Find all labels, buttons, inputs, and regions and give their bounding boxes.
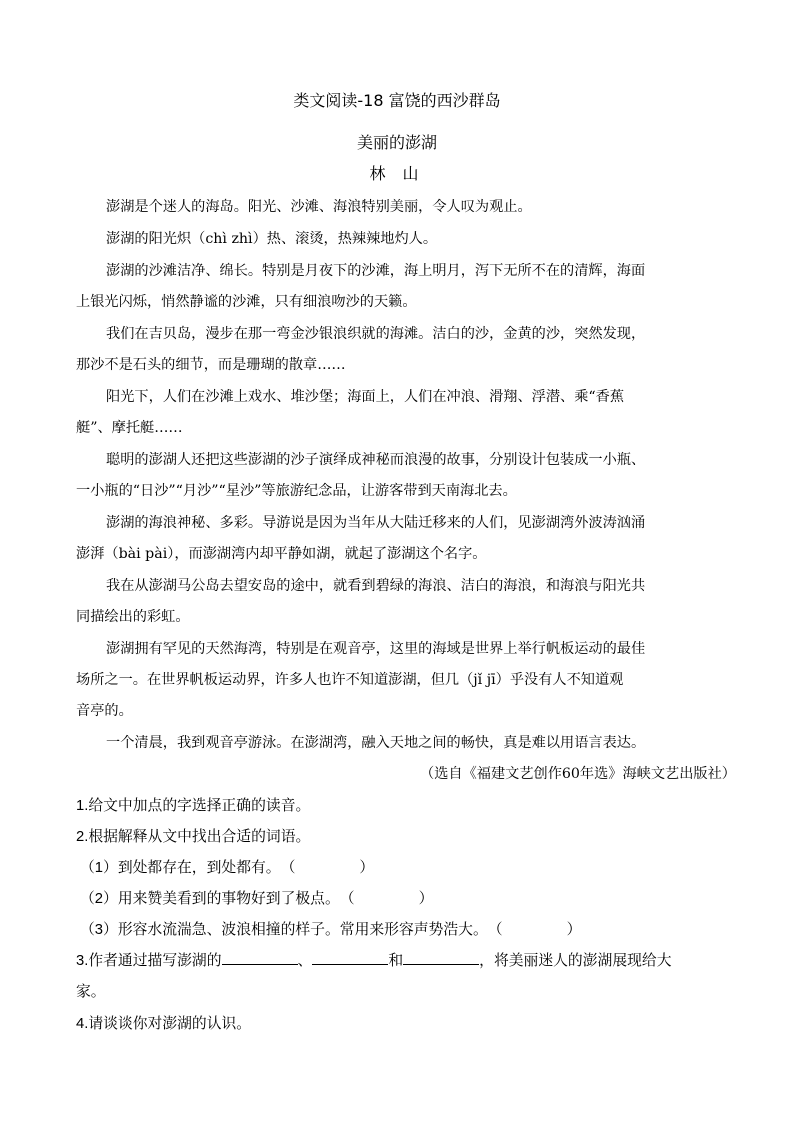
paragraph-4-line-1: 我们在吉贝岛，漫步在那一弯金沙银浪织就的海滩。洁白的沙，金黄的沙，突然发现，	[106, 326, 646, 342]
paragraph-2: 澎湖的阳光炽（chì zhì）热、滚烫，热辣辣地灼人。	[106, 231, 438, 247]
article-title: 美丽的澎湖	[356, 133, 437, 152]
fill-blank-1[interactable]	[222, 950, 298, 965]
paragraph-9-line-3: 音亭的。	[76, 703, 133, 719]
question-3-line-1	[76, 949, 672, 970]
question-2: 2.根据解释从文中找出合适的词语。	[76, 829, 311, 845]
paragraph-7-line-1: 澎湖的海浪神秘、多彩。导游说是因为当年从大陆迁移来的人们，见澎湖湾外波涛汹涌	[106, 515, 646, 531]
question-3-prefix: 3.作者通过描写澎湖的	[76, 953, 222, 969]
paragraph-7-line-2: 澎湃（bài pài），而澎湖湾内却平静如湖，就起了澎湖这个名字。	[76, 546, 487, 562]
paragraph-8-line-2: 同描绘出的彩虹。	[76, 609, 190, 625]
fill-blank-3[interactable]	[403, 950, 479, 965]
question-3-separator-2: 和	[388, 953, 404, 969]
question-4: 4.请谈谈你对澎湖的认识。	[76, 1016, 252, 1032]
paragraph-3-line-2: 上银光闪烁，悄然静谧的沙滩，只有细浪吻沙的天籁。	[76, 294, 417, 310]
paragraph-5-line-2: 艇”、摩托艇……	[76, 420, 183, 436]
question-2-item-3	[80, 918, 581, 939]
question-2-item-2	[80, 887, 433, 908]
answer-paren-open: （	[487, 922, 503, 938]
paragraph-6-line-2: 一小瓶的“日沙”“月沙”“星沙”等旅游纪念品，让游客带到天南海北去。	[76, 483, 517, 499]
source-citation: （选自《福建文艺创作60年选》海峡文艺出版社）	[420, 766, 736, 782]
question-3-separator-1: 、	[297, 953, 313, 969]
question-2-item-3-text: （3）形容水流湍急、波浪相撞的样子。常用来形容声势浩大。	[80, 922, 488, 938]
page-title: 类文阅读-18 富饶的西沙群岛	[293, 91, 501, 110]
question-3-suffix: ，将美丽迷人的澎湖展现给大	[479, 953, 672, 969]
paragraph-4-line-2: 那沙不是石头的细节，而是珊瑚的散章……	[76, 357, 346, 373]
answer-paren-open: （	[339, 891, 355, 907]
question-2-item-1	[80, 856, 374, 877]
paragraph-9-line-1: 澎湖拥有罕见的天然海湾，特别是在观音亭，这里的海域是世界上举行帆板运动的最佳	[106, 641, 646, 657]
answer-paren-close: ）	[566, 922, 582, 938]
article-author: 林 山	[369, 164, 425, 183]
paragraph-5-line-1: 阳光下，人们在沙滩上戏水、堆沙堡；海面上，人们在冲浪、滑翔、浮潜、乘“香蕉	[106, 389, 625, 405]
paragraph-9-line-2: 场所之一。在世界帆板运动界，许多人也许不知道澎湖，但几（jǐ jī）乎没有人不知道观	[76, 672, 624, 688]
question-2-item-2-text: （2）用来赞美看到的事物好到了极点。	[80, 891, 340, 907]
fill-blank-2[interactable]	[312, 950, 388, 965]
answer-paren-close: ）	[418, 891, 434, 907]
answer-paren-close: ）	[359, 860, 375, 876]
paragraph-8-line-1: 我在从澎湖马公岛去望安岛的途中，就看到碧绿的海浪、洁白的海浪，和海浪与阳光共	[106, 578, 646, 594]
question-3-line-2: 家。	[76, 984, 106, 1000]
answer-paren-open: （	[280, 860, 296, 876]
question-1: 1.给文中加点的字选择正确的读音。	[76, 798, 311, 814]
paragraph-6-line-1: 聪明的澎湖人还把这些澎湖的沙子演绎成神秘而浪漫的故事，分别设计包装成一小瓶、	[106, 452, 646, 468]
paragraph-1: 澎湖是个迷人的海岛。阳光、沙滩、海浪特别美丽，令人叹为观止。	[106, 199, 532, 215]
paragraph-10: 一个清晨，我到观音亭游泳。在澎湖湾，融入天地之间的畅快，真是难以用语言表达。	[106, 735, 646, 751]
paragraph-3-line-1: 澎湖的沙滩洁净、绵长。特别是月夜下的沙滩，海上明月，泻下无所不在的清辉，海面	[106, 263, 646, 279]
question-2-item-1-text: （1）到处都存在，到处都有。	[80, 860, 281, 876]
